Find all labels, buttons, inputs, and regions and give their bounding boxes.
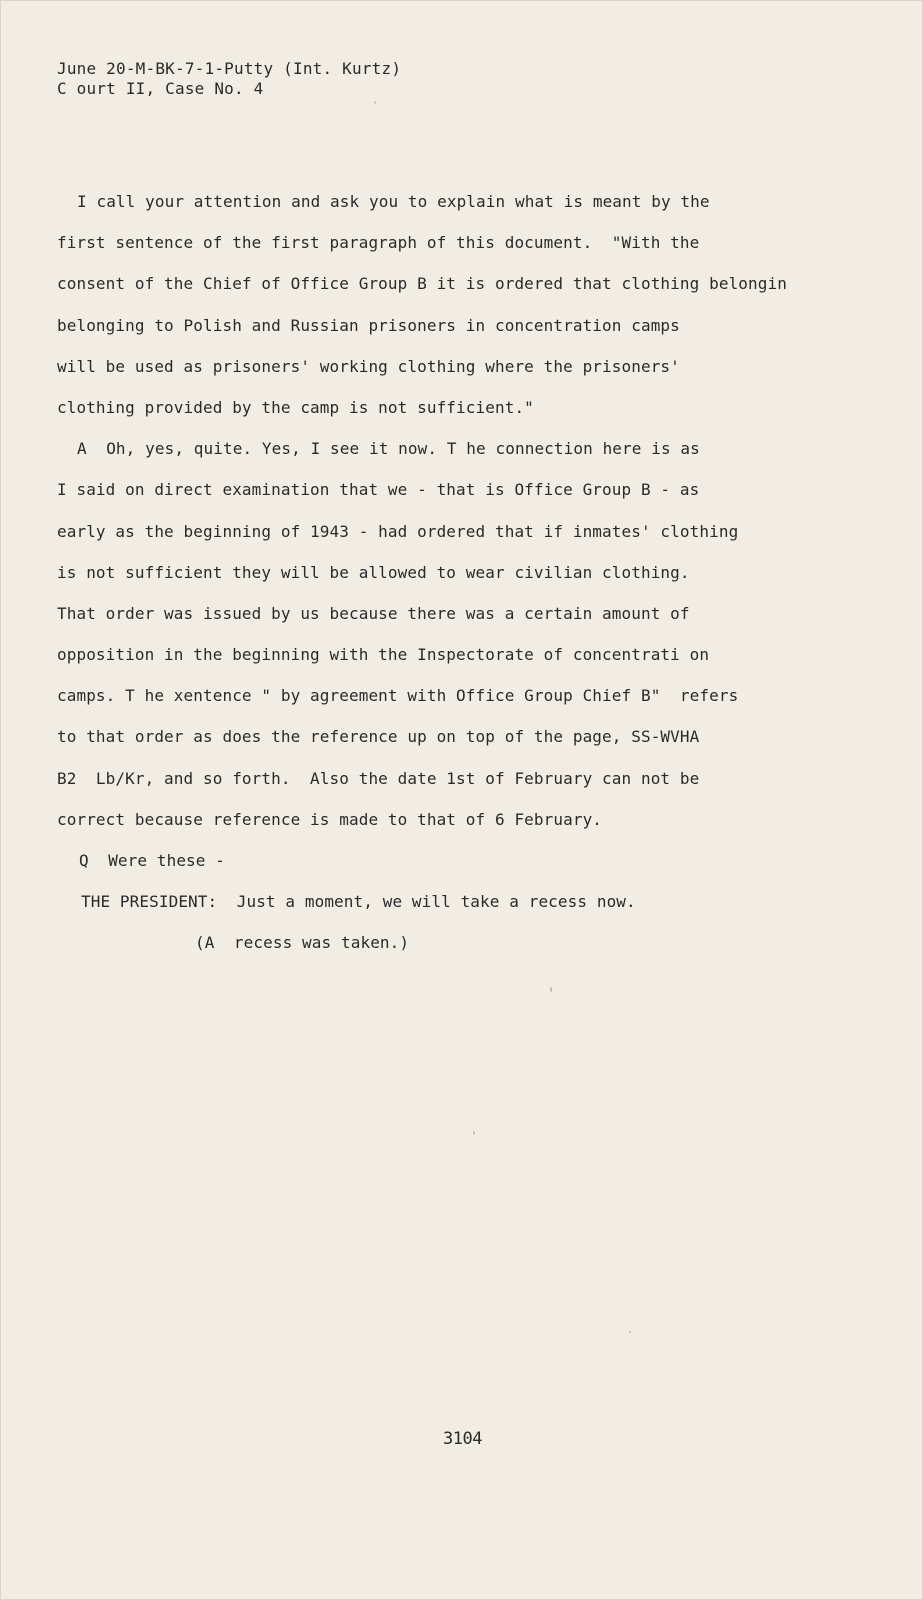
answer-line: camps. T he xentence " by agreement with Office Group Chief B" refers xyxy=(57,686,739,706)
page-number: 3104 xyxy=(443,1429,482,1449)
header-case-line: C ourt II, Case No. 4 xyxy=(57,79,264,98)
question-line: first sentence of the first paragraph of this document. "With the xyxy=(57,233,700,253)
paper-speck xyxy=(374,101,376,104)
paper-speck xyxy=(473,1131,475,1135)
president-line: THE PRESIDENT: Just a moment, we will take a recess now. xyxy=(81,892,636,912)
question-line: I call your attention and ask you to explain what is meant by the xyxy=(77,192,710,211)
recess-note: (A recess was taken.) xyxy=(195,933,410,953)
answer-line: A Oh, yes, quite. Yes, I see it now. T he connection here is as xyxy=(77,439,700,459)
answer-line: to that order as does the reference up on top of the page, SS-WVHA xyxy=(57,727,700,747)
answer-line: early as the beginning of 1943 - had ordered that if inmates' clothing xyxy=(57,521,739,541)
question-line: Q Were these - xyxy=(79,851,225,870)
document-header xyxy=(57,59,401,99)
answer-line: I said on direct examination that we - that is Office Group B - as xyxy=(57,480,700,500)
answer-line: opposition in the beginning with the Inspectorate of concentrati on xyxy=(57,645,710,665)
transcript-body xyxy=(57,181,877,964)
answer-line: correct because reference is made to that of 6 February. xyxy=(57,809,603,829)
question-line: consent of the Chief of Office Group B it is ordered that clothing belongin xyxy=(57,274,787,294)
paper-speck xyxy=(629,1331,631,1333)
answer-line: That order was issued by us because there was a certain amount of xyxy=(57,603,690,623)
answer-line: is not sufficient they will be allowed to wear civilian clothing. xyxy=(57,562,690,582)
answer-line: B2 Lb/Kr, and so forth. Also the date 1st of February can not be xyxy=(57,768,700,788)
header-session-line: June 20-M-BK-7-1-Putty (Int. Kurtz) xyxy=(57,59,402,78)
question-line: belonging to Polish and Russian prisoners in concentration camps xyxy=(57,315,680,335)
paper-speck xyxy=(550,987,552,992)
question-line: clothing provided by the camp is not sufficient." xyxy=(57,397,534,417)
question-line: will be used as prisoners' working clothing where the prisoners' xyxy=(57,356,680,376)
